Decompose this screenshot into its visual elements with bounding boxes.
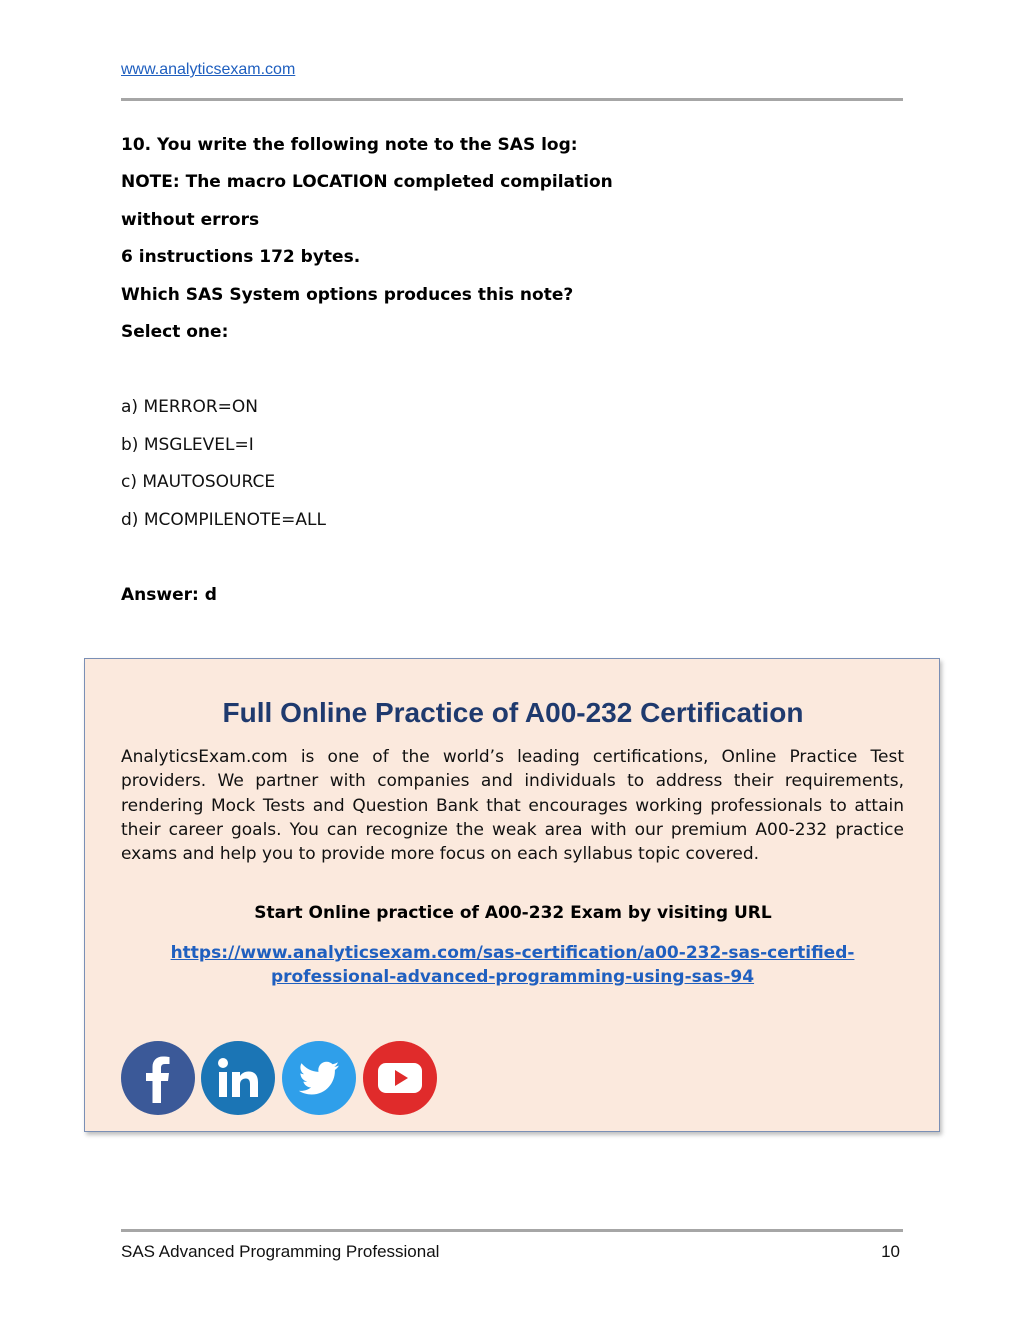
promo-cta: Start Online practice of A00-232 Exam by visiting URL — [254, 903, 772, 923]
question-title: 10. You write the following note to the SAS log: — [121, 135, 578, 155]
youtube-icon[interactable] — [363, 1041, 437, 1115]
promo-box — [84, 658, 940, 1132]
footer-title: SAS Advanced Programming Professional — [121, 1242, 440, 1261]
question-note-line: NOTE: The macro LOCATION completed compilation — [121, 172, 613, 192]
twitter-icon[interactable] — [282, 1041, 356, 1115]
question-note-line: without errors — [121, 210, 260, 230]
footer-divider — [121, 1229, 903, 1232]
promo-body: AnalyticsExam.com is one of the world’s leading certifications, Online Practice Test providers. We partner with companies and individuals to address their requirements, rendering Mock Tests and Question Bank that encourages working professionals to attain their career goals. You can recognize the weak area with our premium A00-232 practice exams and help you to provide more focus on each syllabus topic covered. — [121, 747, 904, 865]
question-prompt: Which SAS System options produces this note? — [121, 285, 574, 305]
promo-title: Full Online Practice of A00-232 Certification — [222, 697, 804, 728]
header-site-link[interactable]: www.analyticsexam.com — [121, 61, 296, 78]
promo-url-line1[interactable]: https://www.analyticsexam.com/sas-certification/a00-232-sas-certified- — [170, 943, 855, 963]
promo-url-line2[interactable]: professional-advanced-programming-using-sas-94 — [270, 967, 755, 987]
question-note-line: 6 instructions 172 bytes. — [121, 247, 361, 267]
option-a: a) MERROR=ON — [121, 397, 259, 417]
option-d: d) MCOMPILENOTE=ALL — [121, 510, 326, 530]
option-b: b) MSGLEVEL=I — [121, 435, 254, 455]
question-instruction: Select one: — [121, 322, 229, 342]
page-number: 10 — [881, 1242, 900, 1261]
answer-text: Answer: d — [121, 585, 217, 605]
facebook-icon[interactable] — [121, 1041, 195, 1115]
header-divider — [121, 98, 903, 101]
promo-url-link[interactable] — [121, 941, 904, 989]
option-c: c) MAUTOSOURCE — [121, 472, 276, 492]
linkedin-icon[interactable] — [201, 1041, 275, 1115]
